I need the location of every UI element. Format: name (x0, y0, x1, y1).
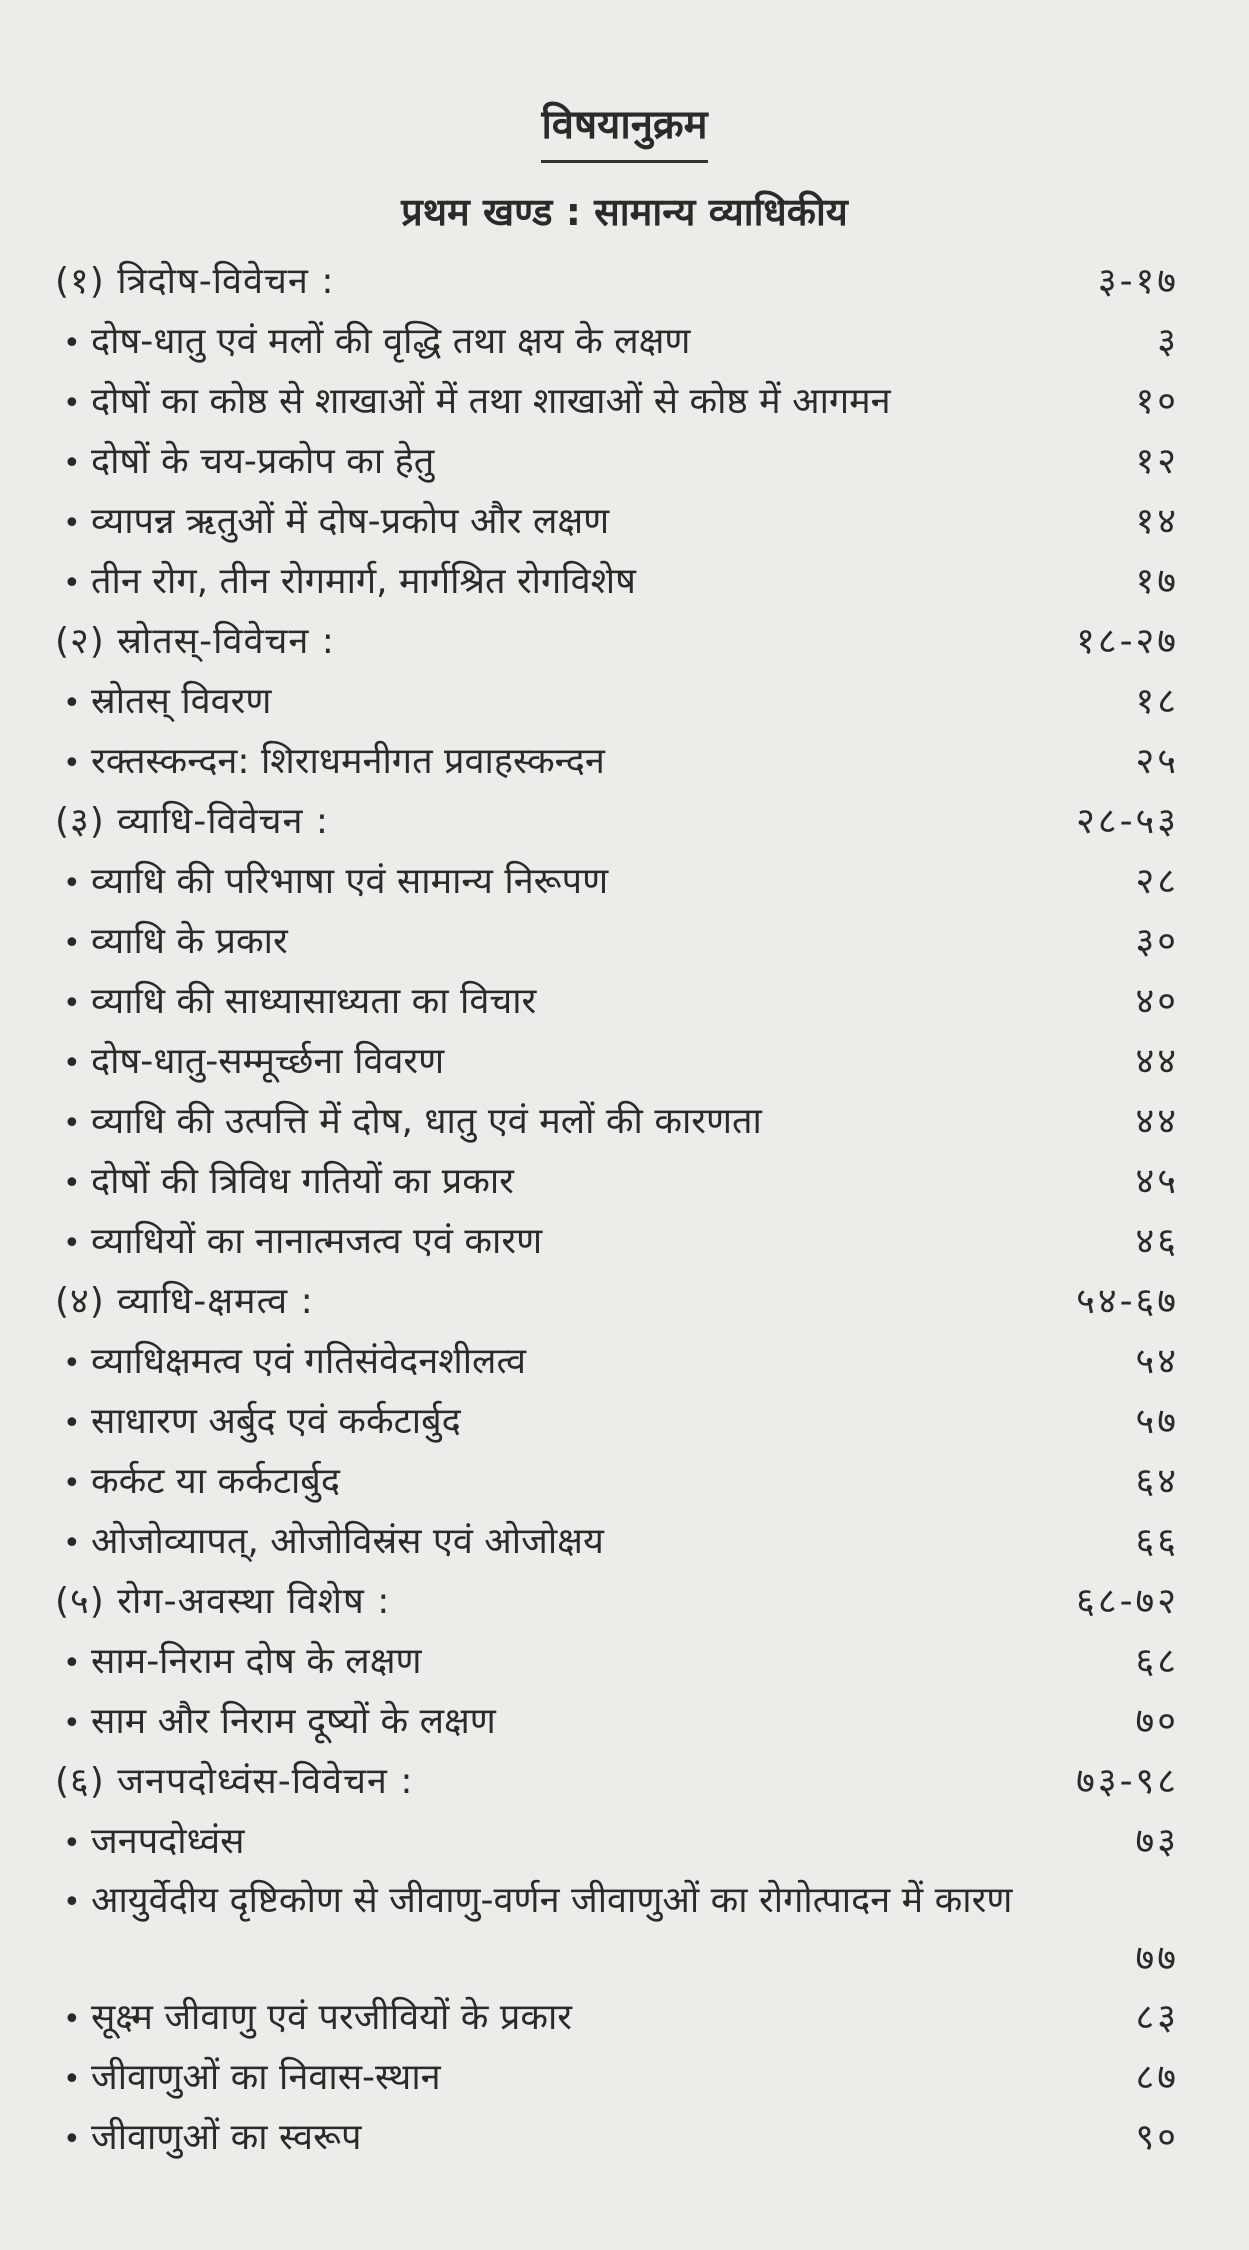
toc-entry-title (55, 1812, 1039, 1874)
toc-page-number: ४५ (1135, 1161, 1179, 1202)
toc-entry-row (55, 732, 1179, 792)
toc-page-number: १८ (1135, 681, 1179, 722)
toc-text: रक्तस्कन्दन: शिराधमनीगत प्रवाहस्कन्दन (91, 741, 605, 782)
toc-entry-row (55, 2108, 1179, 2168)
bullet-icon: • (63, 1646, 81, 1681)
toc-text: जीवाणुओं का निवास-स्थान (91, 2057, 441, 2098)
toc-section-row (55, 612, 1179, 672)
toc-page-number: १० (1135, 381, 1179, 422)
toc-entry-row (55, 1332, 1179, 1392)
bullet-icon: • (63, 1826, 81, 1861)
toc-entry-title (55, 1512, 1039, 1574)
toc-entry-title (55, 1988, 1039, 2050)
toc-text: व्याधिक्षमत्व एवं गतिसंवेदनशीलत्व (91, 1341, 527, 1382)
toc-entry-row (55, 912, 1179, 972)
toc-section-title (55, 792, 1039, 852)
toc-text: तीन रोग, तीन रोगमार्ग, मार्गश्रित रोगविशेष (91, 561, 636, 602)
toc-entry-title (55, 1332, 1039, 1394)
toc-entry-title (55, 732, 1039, 794)
toc-page-number: ७० (1135, 1701, 1179, 1742)
toc-page-number: १७ (1135, 561, 1179, 602)
toc-entry-row (55, 972, 1179, 1032)
toc-entry-title (55, 1452, 1039, 1514)
toc-entry-row (55, 1212, 1179, 1272)
bullet-icon: • (63, 2002, 81, 2037)
toc-entry-row (55, 312, 1179, 372)
bullet-icon: • (63, 746, 81, 781)
toc-text: ओजोव्यापत्, ओजोविस्रंस एवं ओजोक्षय (91, 1521, 604, 1562)
toc-text: जनपदोध्वंस (91, 1821, 245, 1862)
toc-section-title (55, 1572, 1039, 1632)
toc-entry-row (55, 1692, 1179, 1752)
toc-entry-row (55, 1812, 1179, 1872)
toc-entry-row (55, 492, 1179, 552)
toc-text: दोषों के चय-प्रकोप का हेतु (91, 441, 435, 482)
contents-heading-wrap (0, 95, 1249, 163)
toc-page-number: ३-१७ (1097, 261, 1179, 302)
toc-entry-title (55, 492, 1039, 554)
toc-page-number: ४६ (1135, 1221, 1179, 1262)
toc-page-number: ७३ (1135, 1821, 1179, 1862)
toc-page-number: ३० (1135, 921, 1179, 962)
toc-section-title (55, 252, 1039, 312)
toc-page-number: ६६ (1135, 1521, 1179, 1562)
toc-entry-row (55, 1092, 1179, 1152)
toc-entry-row (55, 552, 1179, 612)
toc-entry-title (55, 552, 1039, 614)
toc-entry-row (55, 672, 1179, 732)
bullet-icon: • (63, 326, 81, 361)
toc-entry-title (55, 1212, 1039, 1274)
bullet-icon: • (63, 1166, 81, 1201)
bullet-icon: • (63, 446, 81, 481)
toc-text: (१) त्रिदोष-विवेचन : (55, 261, 335, 302)
bullet-icon: • (63, 686, 81, 721)
toc-entry-row (55, 1632, 1179, 1692)
toc-page-number: ७३-९८ (1076, 1761, 1179, 1802)
toc-entry-row (55, 2048, 1179, 2108)
toc-page-number: ४४ (1135, 1101, 1179, 1142)
toc-page-number: ५४ (1135, 1341, 1179, 1382)
toc-entry-title (55, 1872, 1039, 1932)
bullet-icon: • (63, 1526, 81, 1561)
toc-page-number: ८७ (1135, 2057, 1179, 2098)
toc-entry-row (55, 432, 1179, 492)
toc-page-number: १८-२७ (1076, 621, 1179, 662)
toc-page-number: ६८-७२ (1076, 1581, 1179, 1622)
toc-section-title (55, 1272, 1039, 1332)
toc-text: (५) रोग-अवस्था विशेष : (55, 1581, 391, 1622)
toc-entry-title (55, 1692, 1039, 1754)
toc-page-number: ३ (1157, 321, 1179, 362)
toc-entry-title (55, 1092, 1039, 1154)
toc-section-row (55, 792, 1179, 852)
toc-entry-title (55, 912, 1039, 974)
bullet-icon: • (63, 1885, 81, 1920)
toc-page-number: २५ (1135, 741, 1179, 782)
toc-text: (४) व्याधि-क्षमत्व : (55, 1281, 314, 1322)
toc-page-number: ७७ (1135, 1938, 1179, 1979)
toc-page-number: ४० (1135, 981, 1179, 1022)
toc-text: व्याधि की उत्पत्ति में दोष, धातु एवं मलों की कारणता (91, 1101, 762, 1142)
toc-page-number: ६८ (1135, 1641, 1179, 1682)
toc-text: आयुर्वेदीय दृष्टिकोण से जीवाणु-वर्णन जीवाणुओं का रोगोत्पादन में कारण (91, 1880, 1013, 1921)
toc-section-row (55, 1572, 1179, 1632)
toc-text: व्याधियों का नानात्मजत्व एवं कारण (91, 1221, 543, 1262)
toc-entry-title (55, 432, 1039, 494)
part-heading: प्रथम खण्ड : सामान्य व्याधिकीय (401, 190, 848, 234)
toc-entry-row (55, 1872, 1179, 1988)
toc-page-number: ५४-६७ (1076, 1281, 1179, 1322)
toc-text: दोषों की त्रिविध गतियों का प्रकार (91, 1161, 514, 1202)
bullet-icon: • (63, 1226, 81, 1261)
toc-section-row (55, 1752, 1179, 1812)
bullet-icon: • (63, 1046, 81, 1081)
bullet-icon: • (63, 386, 81, 421)
toc-entry-title (55, 972, 1039, 1034)
toc-entry-title (55, 2108, 1039, 2170)
toc-page-number: ९० (1135, 2117, 1179, 2158)
toc-page-number: ६४ (1135, 1461, 1179, 1502)
toc-entry-title (55, 372, 1039, 434)
toc-text: (३) व्याधि-विवेचन : (55, 801, 329, 842)
bullet-icon: • (63, 866, 81, 901)
toc-text: साधारण अर्बुद एवं कर्कटार्बुद (91, 1401, 461, 1442)
bullet-icon: • (63, 2062, 81, 2097)
toc-text: दोष-धातु एवं मलों की वृद्धि तथा क्षय के लक्षण (91, 321, 691, 362)
toc-entry-title (55, 672, 1039, 734)
toc-entry-title (55, 1152, 1039, 1214)
toc-entry-row (55, 372, 1179, 432)
toc-entry-title (55, 1632, 1039, 1694)
toc-page-number: २८-५३ (1076, 801, 1179, 842)
toc-text: स्रोतस् विवरण (91, 681, 272, 722)
toc-text: साम और निराम दूष्यों के लक्षण (91, 1701, 496, 1742)
toc-text: व्यापन्न ऋतुओं में दोष-प्रकोप और लक्षण (91, 501, 610, 542)
bullet-icon: • (63, 986, 81, 1021)
toc-entry-row (55, 1988, 1179, 2048)
toc-entry-title (55, 1032, 1039, 1094)
toc-text: व्याधि के प्रकार (91, 921, 288, 962)
toc-entry-title (55, 1392, 1039, 1454)
toc-entry-row (55, 852, 1179, 912)
toc-page-number: २८ (1135, 861, 1179, 902)
toc-text: दोष-धातु-सम्मूर्च्छना विवरण (91, 1041, 445, 1082)
toc-page-number: ५७ (1135, 1401, 1179, 1442)
toc-entry-row (55, 1392, 1179, 1452)
toc-text: व्याधि की परिभाषा एवं सामान्य निरूपण (91, 861, 609, 902)
contents-heading: विषयानुक्रम (541, 95, 707, 163)
toc-text: जीवाणुओं का स्वरूप (91, 2117, 362, 2158)
bullet-icon: • (63, 1466, 81, 1501)
toc-entry-row (55, 1152, 1179, 1212)
toc-text: दोषों का कोष्ठ से शाखाओं में तथा शाखाओं से कोष्ठ में आगमन (91, 381, 891, 422)
toc-entry-row (55, 1452, 1179, 1512)
toc-page-number: ४४ (1135, 1041, 1179, 1082)
toc-text: सूक्ष्म जीवाणु एवं परजीवियों के प्रकार (91, 1997, 573, 2038)
bullet-icon: • (63, 1706, 81, 1741)
table-of-contents (55, 252, 1179, 2168)
toc-page-number: ८३ (1135, 1997, 1179, 2038)
toc-text: (६) जनपदोध्वंस-विवेचन : (55, 1761, 414, 1802)
toc-entry-row (55, 1512, 1179, 1572)
toc-section-row (55, 252, 1179, 312)
toc-section-row (55, 1272, 1179, 1332)
toc-entry-title (55, 312, 1039, 374)
toc-entry-row (55, 1032, 1179, 1092)
toc-page-number: १४ (1135, 501, 1179, 542)
bullet-icon: • (63, 566, 81, 601)
toc-text: साम-निराम दोष के लक्षण (91, 1641, 422, 1682)
bullet-icon: • (63, 926, 81, 961)
toc-section-title (55, 612, 1039, 672)
toc-entry-title (55, 2048, 1039, 2110)
toc-section-title (55, 1752, 1039, 1812)
toc-text: व्याधि की साध्यासाध्यता का विचार (91, 981, 537, 1022)
bullet-icon: • (63, 2122, 81, 2157)
toc-text: कर्कट या कर्कटार्बुद (91, 1461, 340, 1502)
bullet-icon: • (63, 1406, 81, 1441)
bullet-icon: • (63, 506, 81, 541)
toc-page-number: १२ (1135, 441, 1179, 482)
toc-entry-title (55, 852, 1039, 914)
bullet-icon: • (63, 1106, 81, 1141)
toc-text: (२) स्रोतस्-विवेचन : (55, 621, 335, 662)
bullet-icon: • (63, 1346, 81, 1381)
